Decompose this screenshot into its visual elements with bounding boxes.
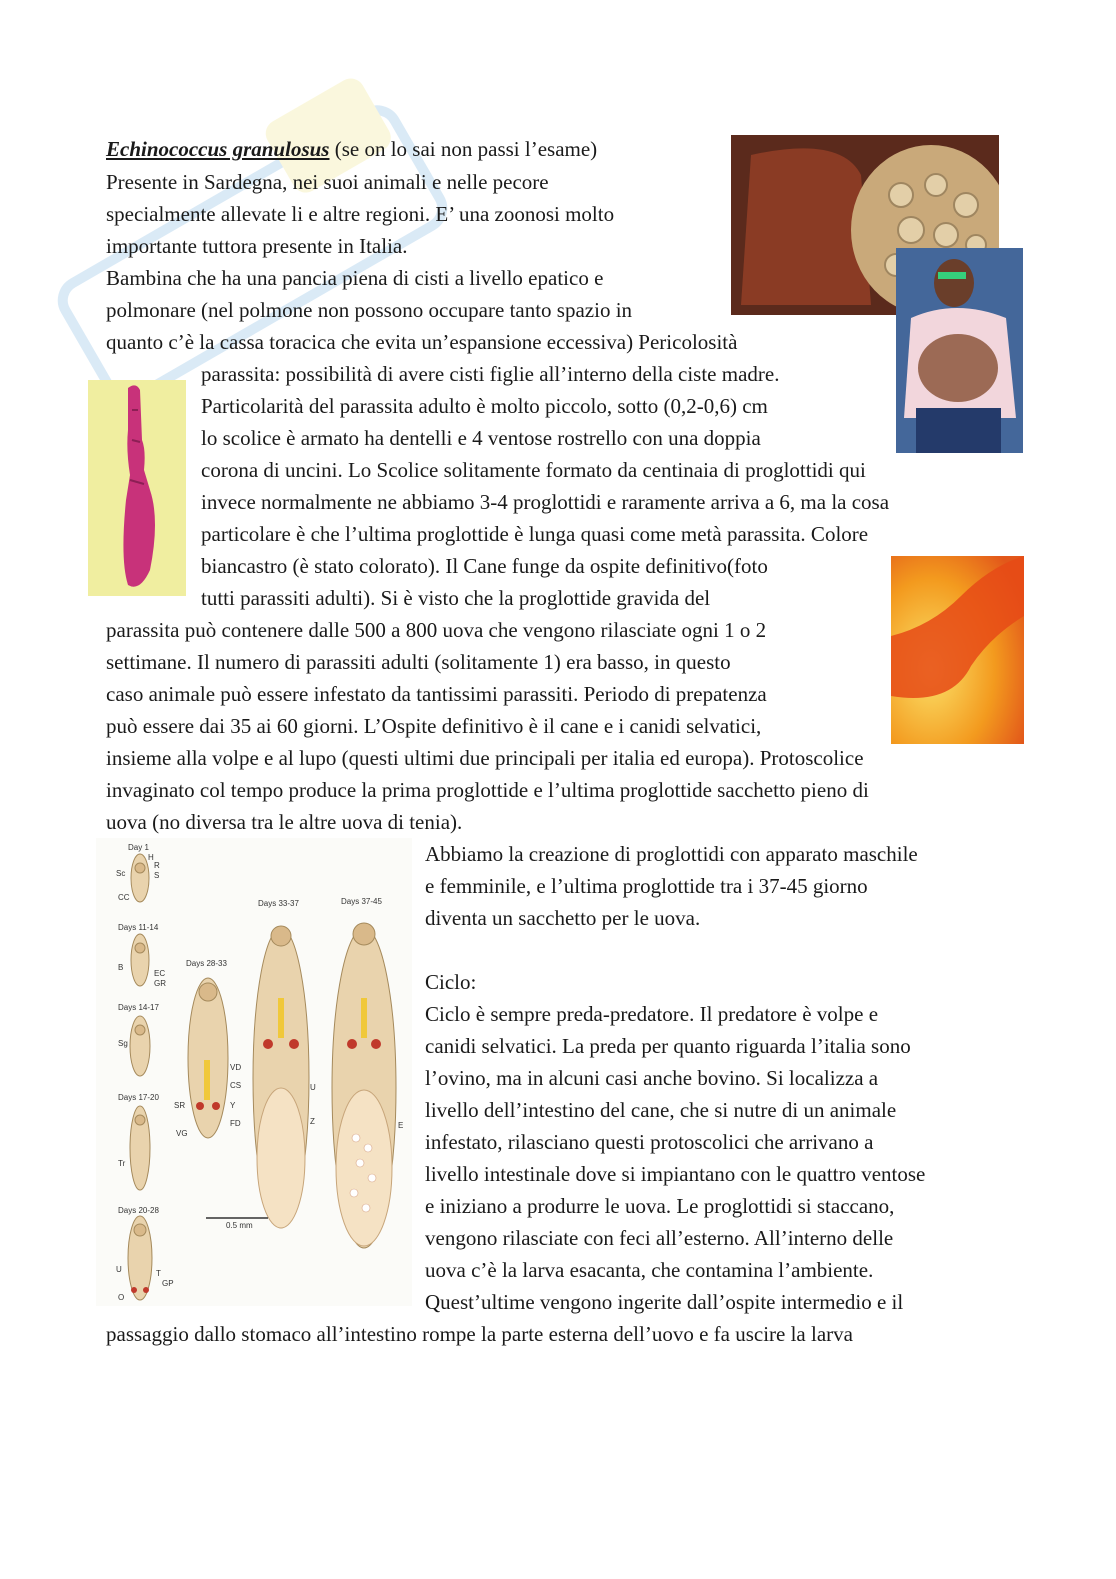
anatomy-label: Sg [118,1039,128,1048]
anatomy-label: R [154,861,160,870]
text-line: corona di uncini. Lo Scolice solitamente formato da centinaia di proglottidi qui [201,458,866,482]
anatomy-label: CC [118,893,130,902]
scale-bar-label: 0.5 mm [226,1221,253,1230]
anatomy-label: E [398,1121,404,1130]
stage-label: Days 33-37 [258,899,299,908]
text-line: uova c’è la larva esacanta, che contamina l’ambiente. [425,1258,874,1282]
text-line: specialmente allevate li e altre regioni. E’ una zoonosi molto [106,202,615,226]
text-line: può essere dai 35 ai 60 giorni. L’Ospite definitivo è il cane e i canidi selvatici, [106,714,762,738]
text-line: biancastro (è stato colorato). Il Cane funge da ospite definitivo(foto [201,554,768,578]
title-suffix: (se on lo sai non passi l’esame) [329,137,598,161]
anatomy-label: Z [310,1117,315,1126]
anatomy-label: SR [174,1101,186,1110]
text-line: invece normalmente ne abbiamo 3-4 proglottidi e raramente arriva a 6, ma la cosa [201,490,890,514]
text-line: e femminile, e l’ultima proglottide tra i 37-45 giorno [425,874,868,898]
text-line: l’ovino, ma in alcuni casi anche bovino. Si localizza a [425,1066,879,1090]
patient-photo [896,248,1023,453]
section-heading: Ciclo: [425,970,477,994]
stage-label: Days 14-17 [118,1003,159,1012]
text-line: parassita: possibilità di avere cisti figlie all’interno della ciste madre. [201,362,780,386]
anatomy-label: GR [154,979,166,988]
anatomy-label: H [148,853,154,862]
stained-parasite-photo [88,380,186,596]
anatomy-label: Y [230,1101,236,1110]
text-line: livello intestinale dove si impiantano con le quattro ventose [425,1162,926,1186]
text-line: settimane. Il numero di parassiti adulti (solitamente 1) era basso, in questo [106,650,731,674]
anatomy-label: O [118,1293,125,1302]
text-line: livello dell’intestino del cane, che si nutre di un animale [425,1098,897,1122]
document-title: Echinococcus granulosus [106,137,330,161]
anatomy-label: Tr [118,1159,126,1168]
anatomy-label: U [116,1265,122,1274]
anatomy-label: Sc [116,869,126,878]
stage-label: Days 17-20 [118,1093,159,1102]
text-line: canidi selvatici. La preda per quanto riguarda l’italia sono [425,1034,911,1058]
stage-label: Days 37-45 [341,897,382,906]
anatomy-label: VD [230,1063,242,1072]
anatomy-label: B [118,963,124,972]
text-line: importante tuttora presente in Italia. [106,234,408,258]
text-line: Ciclo è sempre preda-predatore. Il predatore è volpe e [425,1002,879,1026]
text-line: uova (no diversa tra le altre uova di tenia). [106,810,463,834]
anatomy-label: FD [230,1119,241,1128]
text-line: parassita può contenere dalle 500 a 800 uova che vengono rilasciate ogni 1 o 2 [106,618,767,642]
text-line: insieme alla volpe e al lupo (questi ultimi due principali per italia ed europa). Protoscolice [106,746,864,770]
anatomy-label: CS [230,1081,242,1090]
stage-label: Day 1 [128,843,149,852]
text-line: tutti parassiti adulti). Si è visto che la proglottide gravida del [201,586,711,610]
text-line: quanto c’è la cassa toracica che evita un’espansione eccessiva) Pericolosità [106,330,738,354]
text-line: caso animale può essere infestato da tantissimi parassiti. Periodo di prepatenza [106,682,767,706]
anatomy-label: S [154,871,160,880]
text-line: passaggio dallo stomaco all’intestino rompe la parte esterna dell’uovo e fa uscire la larva [106,1322,853,1346]
text-line: polmonare (nel polmone non possono occupare tanto spazio in [106,298,633,322]
text-line: Bambina che ha una pancia piena di cisti a livello epatico e [106,266,604,290]
anatomy-label: VG [176,1129,188,1138]
text-line: e iniziano a produrre le uova. Le proglottidi si staccano, [425,1194,895,1218]
text-line: invaginato col tempo produce la prima proglottide e l’ultima proglottide sacchetto pieno di [106,778,869,802]
text-line: infestato, rilasciano questi protoscolici che arrivano a [425,1130,874,1154]
stage-label: Days 11-14 [118,923,159,932]
text-line: Quest’ultime vengono ingerite dall’ospite intermedio e il [425,1290,904,1314]
text-line: lo scolice è armato ha dentelli e 4 ventose rostrello con una doppia [201,426,761,450]
title-line [106,133,597,165]
text-line: diventa un sacchetto per le uova. [425,906,701,930]
text-line: Presente in Sardegna, nei suoi animali e nelle pecore [106,170,549,194]
anatomy-label: GP [162,1279,174,1288]
development-diagram [96,838,412,1306]
text-line: Abbiamo la creazione di proglottidi con apparato maschile [425,842,918,866]
stage-label: Days 20-28 [118,1206,159,1215]
scolex-microscopy-photo [891,556,1024,744]
anatomy-label: T [156,1269,161,1278]
text-line: Particolarità del parassita adulto è molto piccolo, sotto (0,2-0,6) cm [201,394,768,418]
text-line: vengono rilasciate con feci all’esterno. All’interno delle [425,1226,894,1250]
anatomy-label: EC [154,969,166,978]
stage-label: Days 28-33 [186,959,227,968]
anatomy-label: U [310,1083,316,1092]
text-line: particolare è che l’ultima proglottide è lunga quasi come metà parassita. Colore [201,522,869,546]
